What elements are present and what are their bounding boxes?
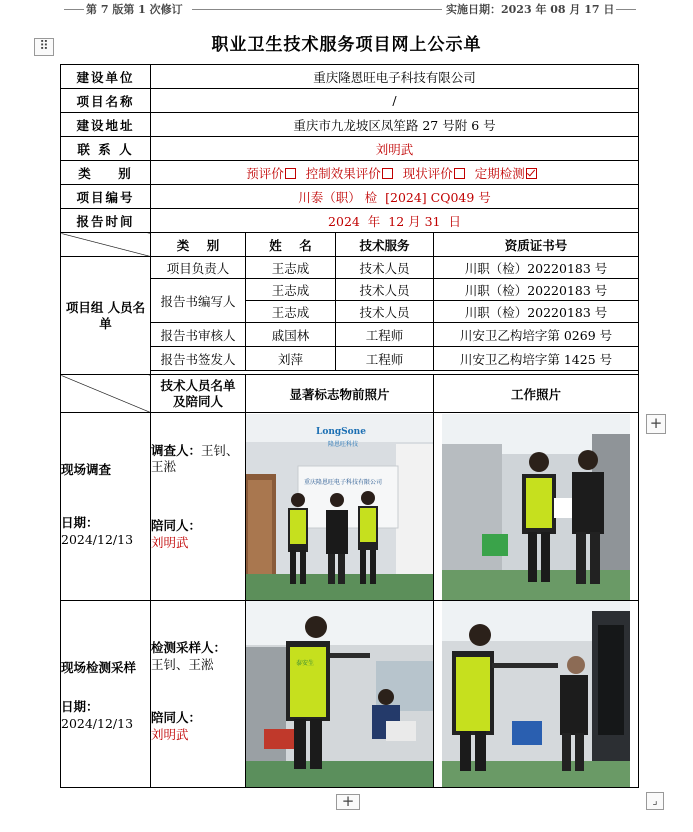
landmark-photo-cell xyxy=(246,413,434,601)
sign-company: 重庆隆恩旺电子科技有限公司 xyxy=(304,478,383,486)
header-effective-date: 实施日期：2023 年 08 月 17 日 xyxy=(446,3,615,16)
staff-role: 项目负责人 xyxy=(151,257,246,279)
header-service: 技术服务 xyxy=(336,233,434,257)
page-header xyxy=(0,0,693,18)
staff-cert: 川职（检）20220183 号 xyxy=(434,279,639,301)
table-move-handle-icon[interactable]: ⠿ xyxy=(34,38,54,56)
staff-role: 报告书审核人 xyxy=(151,323,246,347)
value-report-time: 2024 年 12 月 31 日 xyxy=(151,209,639,233)
category-option: 控制效果评价 xyxy=(305,165,381,181)
header-version: 第 7 版第 1 次修订 xyxy=(86,3,183,16)
value-project-no: 川泰（职） 检 [2024] CQ049 号 xyxy=(151,185,639,209)
survey-label-cell xyxy=(61,413,151,601)
staff-name: 刘萍 xyxy=(246,347,336,371)
vest-text: 泰安生 xyxy=(296,660,315,667)
row-contact xyxy=(61,137,639,161)
header-rule xyxy=(192,9,442,10)
staff-name: 戚国林 xyxy=(246,323,336,347)
header-work-photo: 工作照片 xyxy=(434,375,639,413)
staff-service: 技术人员 xyxy=(336,301,434,323)
add-column-plus-icon[interactable]: + xyxy=(646,414,666,434)
header-rule xyxy=(64,9,84,10)
staff-cert: 川安卫乙构培字第 0269 号 xyxy=(434,323,639,347)
add-row-plus-icon[interactable]: + xyxy=(336,794,360,810)
staff-group-label: 项目组 人员名单 xyxy=(61,257,151,375)
category-option: 预评价 xyxy=(246,165,284,181)
staff-service: 工程师 xyxy=(336,323,434,347)
samplers-label: 检测采样人： xyxy=(151,640,227,655)
category-option: 定期检测 xyxy=(474,165,525,181)
header-staff-escort: 技术人员名单 及陪同人 xyxy=(151,375,246,413)
sampling-photo-cell xyxy=(246,601,434,788)
staff-name: 王志成 xyxy=(246,257,336,279)
photo-header-row xyxy=(61,375,639,413)
survey-escort-label: 陪同人： xyxy=(151,518,202,533)
sampling-escort-label: 陪同人： xyxy=(151,710,202,725)
row-category xyxy=(61,161,639,185)
category-options xyxy=(151,161,639,185)
staff-role: 报告书编写人 xyxy=(151,279,246,323)
staff-row xyxy=(61,257,639,279)
sampling-photo-2 xyxy=(442,601,630,787)
value-project-name: / xyxy=(151,89,639,113)
header-rule xyxy=(616,9,636,10)
sampling-staff-cell xyxy=(151,601,246,788)
row-project-no xyxy=(61,185,639,209)
header-category: 类 别 xyxy=(151,233,246,257)
header-landmark-photo: 显著标志物前照片 xyxy=(246,375,434,413)
label-unit: 建设单位 xyxy=(61,65,151,89)
checkbox-unchecked-icon[interactable] xyxy=(285,168,296,179)
page-title: 职业卫生技术服务项目网上公示单 xyxy=(211,35,482,55)
sampling-photo-1 xyxy=(246,601,434,787)
staff-cert: 川职（检）20220183 号 xyxy=(434,257,639,279)
survey-date-label: 日期： xyxy=(61,515,99,530)
staff-name: 王志成 xyxy=(246,279,336,301)
diagonal-cell xyxy=(61,233,151,257)
diagonal-cell xyxy=(61,375,151,413)
staff-name: 王志成 xyxy=(246,301,336,323)
sampling-escort: 刘明武 xyxy=(151,727,189,742)
samplers-names: 王钊、王淞 xyxy=(151,657,214,672)
survey-work-photo xyxy=(442,414,630,600)
sampling-date: 2024/12/13 xyxy=(61,716,134,731)
label-project-name: 项目名称 xyxy=(61,89,151,113)
label-address: 建设地址 xyxy=(61,113,151,137)
category-option: 现状评价 xyxy=(402,165,453,181)
label-project-no: 项目编号 xyxy=(61,185,151,209)
row-address xyxy=(61,113,639,137)
survey-date: 2024/12/13 xyxy=(61,532,134,547)
checkbox-unchecked-icon[interactable] xyxy=(454,168,465,179)
staff-role: 报告书签发人 xyxy=(151,347,246,371)
staff-header-row xyxy=(61,233,639,257)
resize-table-icon[interactable]: ⌟ xyxy=(646,792,664,810)
sampling-label-cell xyxy=(61,601,151,788)
sign-brand: LongSone xyxy=(316,426,366,437)
value-unit: 重庆隆恩旺电子科技有限公司 xyxy=(151,65,639,89)
label-report-time: 报告时间 xyxy=(61,209,151,233)
label-category: 类 别 xyxy=(61,161,151,185)
survey-work-photo-cell xyxy=(434,413,639,601)
staff-service: 技术人员 xyxy=(336,257,434,279)
sampling-row xyxy=(61,601,639,788)
label-contact: 联 系 人 xyxy=(61,137,151,161)
header-name: 姓 名 xyxy=(246,233,336,257)
survey-escort: 刘明武 xyxy=(151,535,189,550)
publicity-table xyxy=(60,64,639,788)
sampling-label: 现场检测采样 xyxy=(61,660,137,675)
value-contact: 刘明武 xyxy=(151,137,639,161)
staff-service: 技术人员 xyxy=(336,279,434,301)
sampling-photo-cell xyxy=(434,601,639,788)
row-report-time xyxy=(61,209,639,233)
header-cert: 资质证书号 xyxy=(434,233,639,257)
checkbox-unchecked-icon[interactable] xyxy=(382,168,393,179)
landmark-photo xyxy=(246,414,434,600)
row-project-name xyxy=(61,89,639,113)
survey-label: 现场调查 xyxy=(61,462,112,477)
value-address: 重庆市九龙坡区凤笙路 27 号附 6 号 xyxy=(151,113,639,137)
staff-cert: 川职（检）20220183 号 xyxy=(434,301,639,323)
staff-cert: 川安卫乙构培字第 1425 号 xyxy=(434,347,639,371)
sampling-date-label: 日期： xyxy=(61,699,99,714)
row-unit xyxy=(61,65,639,89)
survey-staff-cell xyxy=(151,413,246,601)
investigators-label: 调查人： xyxy=(151,443,202,458)
investigators-names: 王钊、王淞 xyxy=(151,443,239,474)
staff-service: 工程师 xyxy=(336,347,434,371)
survey-row xyxy=(61,413,639,601)
checkbox-checked-icon[interactable] xyxy=(526,168,537,179)
sign-brand-cn: 隆恩旺科技 xyxy=(328,440,359,448)
